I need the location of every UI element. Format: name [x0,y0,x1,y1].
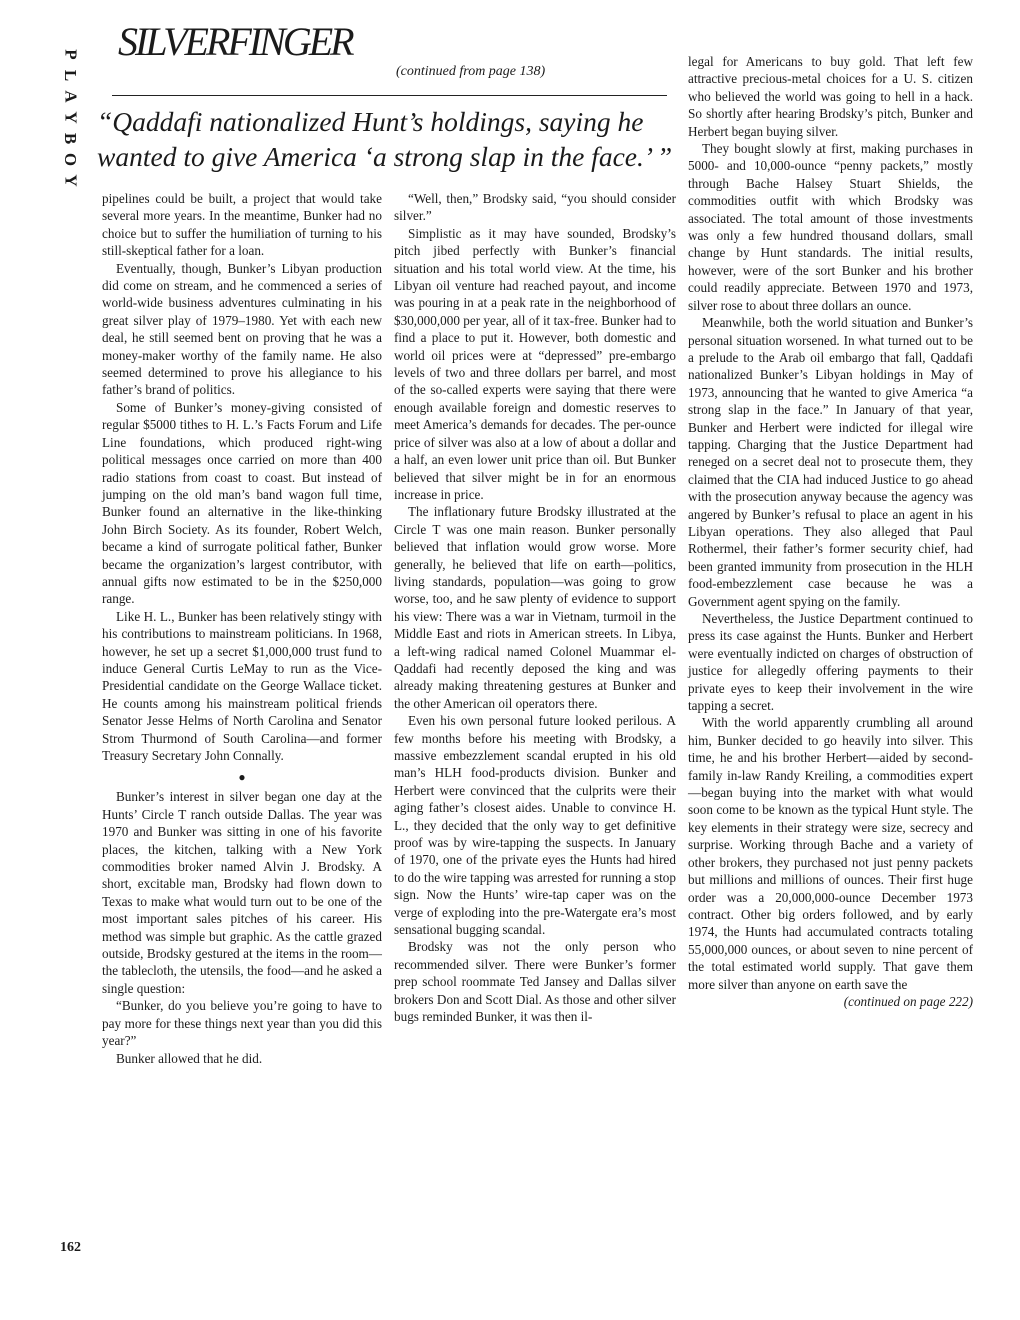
paragraph: “Well, then,” Brodsky said, “you should consider silver.” [394,191,676,224]
vertical-letter: A [61,90,81,103]
magazine-name-vertical [60,44,82,191]
vertical-letter: Y [61,111,81,124]
paragraph: Bunker’s interest in silver began one day at the Hunts’ Circle T ranch outside Dallas. The year was 1970 and Bunker was sitting in one of his favorite places, the kitchen, talking with a New York commodities broker named Alvin J. Brodsky. A short, excitable man, Brodsky had flown down to Texas to make what would turn out to be one of the most important sales pitches of his career. His method was simple but graphic. As the cattle grazed outside, Brodsky gestured at the items in the room—the tablecloth, the utensils, the food—and he asked a single question: [102,789,382,996]
column-1 [102,190,382,1067]
paragraph: Eventually, though, Bunker’s Libyan production did come on stream, and he commenced a series of world-wide business adventures culminating in his great silver play of 1979–1980. Yet with each new deal, he still seemed bent on proving that he was a money-maker worthy of the family name. He also seemed determined to prove his allegiance to his father’s brand of politics. [102,260,382,398]
continued-on-note: (continued on page 222) [843,993,973,1009]
paragraph: “Bunker, do you believe you’re going to have to pay more for these things next year than you did this year?” [102,998,382,1049]
paragraph: They bought slowly at first, making purchases in 5000- and 10,000-ounce “penny packets,” mostly through Bache Halsey Stuart Shields, the commodities outfit with which Brodsky was associated. The total amount of those investments was only a few hundred thousand dollars, small change by Hunt standards. The initial results, however, were of the sort Bunker and his brother could readily appreciate. Between 1970 and 1973, silver rose to about three dollars an ounce. [688,141,973,313]
page-number: 162 [60,1240,81,1255]
vertical-letter: B [61,132,81,145]
column-3 [688,53,973,1010]
paragraph: Bunker allowed that he did. [116,1050,263,1066]
vertical-letter: Y [61,174,81,187]
paragraph: pipelines could be built, a project that would take several more years. In the meantime, Bunker had no choice but to suffer the humiliation of turning to his still-skeptical father for a loan. [102,191,382,259]
paragraph: Meanwhile, both the world situation and Bunker’s personal situation worsened. In what turned out to be a prelude to the Arab oil embargo that fall, Qaddafi nationalized Bunker’s Libyan holdings in May of 1973, announcing that he wanted to give America “a strong slap in the face.” In January of that year, Bunker and Herbert were indicted for illegal wire tapping. Charging that the Justice Department had reneged on a secret deal not to prosecute them, they claimed that the CIA had induced Justice to go ahead with the prosecution anyway because the agency was angered by Bunker’s refusal to place an agent in his Libyan operations. They also alleged that Paul Rothermel, their father’s former security chief, had been granted immunity from prosecution in the HLH food-embezzlement case because he was a Government agent spying on the family. [688,315,973,609]
vertical-letter: P [61,49,81,60]
continued-from-note: (continued from page 138) [396,64,546,79]
header-rule [112,95,667,96]
paragraph: Like H. L., Bunker has been relatively stingy with his contributions to mainstream politicians. In 1968, however, he set up a secret $1,000,000 trust fund to induce General Curtis LeMay to run as the Vice-Presidential candidate on the George Wallace ticket. He counts among his mainstream political friends Senator Jesse Helms of North Carolina and Senator Strom Thurmond of South Carolina—and former Treasury Secretary John Connally. [102,608,382,763]
paragraph: legal for Americans to buy gold. That left few attractive precious-metal choices for a U. S. citizen who believed the world was going to hell in a hack. So shortly after hearing Brodsky’s pitch, Bunker and Herbert began buying silver. [688,54,973,139]
vertical-letter: O [61,152,81,167]
paragraph: The inflationary future Brodsky illustrated at the Circle T was one main reason. Bunker personally believed that inflation would grow worse. More generally, he believed that life on earth—politics, living standards, population—was going to grow worse, too, and he saw plenty of evidence to support his view: There was a war in Vietnam, turmoil in the Middle East and riots in American streets. In Libya, a left-wing radical named Colonel Muammar el-Qaddafi had recently deposed the king and was already making threatening gestures at Bunker and the other American oil operators there. [394,504,676,711]
paragraph: Brodsky was not the only person who recommended silver. There were Bunker’s former prep school roommate Ted Jansey and Dallas silver brokers Don and Scott Dial. As those and other silver bugs reminded Bunker, it was then il- [394,939,676,1025]
paragraph: Nevertheless, the Justice Department continued to press its case against the Hunts. Bunker and Herbert were eventually indicted on charges of obstruction of justice for allegedly offering payments to their private eyes to keep their involvement in the wire tapping a secret. [688,611,973,714]
pull-quote: “Qaddafi nationalized Hunt’s holdings, saying he wanted to give America ‘a strong slap in the face.’ ” [97,106,673,172]
section-break-ornament: ● [238,770,246,785]
vertical-letter: L [61,69,81,82]
paragraph: Even his own personal future looked perilous. A few months before his meeting with Brodsky, a massive embezzlement scandal erupted in his old man’s HLH food-products division. Bunker and Herbert were convinced that the culprits were their aging father’s closest aides. Unable to convince H. L., they decided that the only way to get definitive proof was by wire-tapping the suspects. In January of 1970, one of the private eyes the Hunts had hired to do the wire tapping was arrested for running a stop sign. Now the Hunts’ wire-tap caper was on the verge of exploding into the pre-Watergate era’s most sensational bugging scandal. [394,713,676,938]
paragraph: Simplistic as it may have sounded, Brodsky’s pitch jibed perfectly with Bunker’s financial situation and his total world view. At the time, his Libyan oil venture had reached payout, and income was pouring in at a peak rate in the neighborhood of $30,000,000 per year, all of it tax-free. Bunker had to find a place to put it. However, both domestic and world oil prices were at “depressed” pre-embargo levels of two and three dollars per barrel, and most of the so-called experts were saying that there were enough available foreign and domestic reserves to meet America’s demands for decades. The per-ounce price of silver was also at a low of about a dollar and a half, an even lower unit price than oil. But Bunker believed that silver might be in for an enormous increase in price. [394,225,676,502]
paragraph: With the world apparently crumbling all around him, Bunker decided to go heavily into silver. This time, he and his brother Herbert—aided by second-family in-law Randy Kreiling, a commodities expert—began buying into the market with what would soon come to be known as the typical Hunt style. The key elements in their strategy were size, secrecy and surprise. Working through Bache and a variety of other brokers, they purchased not just penny packets but millions and millions of ounces. Their first huge order was a 20,000,000-ounce December 1973 contract. Other big orders followed, and by early 1974, the Hunts had accumulated contracts totaling 55,000,000 ounces, or about seven to nine percent of the total estimated world supply. That gave them more silver than anyone on earth save the [688,715,973,992]
article-logo: SILVERFINGER [118,19,352,64]
column-2 [394,190,676,1026]
paragraph: Some of Bunker’s money-giving consisted of regular $5000 tithes to H. L.’s Facts Forum and Life Line foundations, which produced right-wing political messages once carried on more than 400 radio stations from coast to coast. But instead of jumping on the old man’s band wagon full time, Bunker found an alternative in the like-thinking John Birch Society. As its founder, Robert Welch, became a kind of surrogate political father, Bunker became the organization’s largest contributor, with annual gifts now estimated to be in the $250,000 range. [102,399,382,607]
